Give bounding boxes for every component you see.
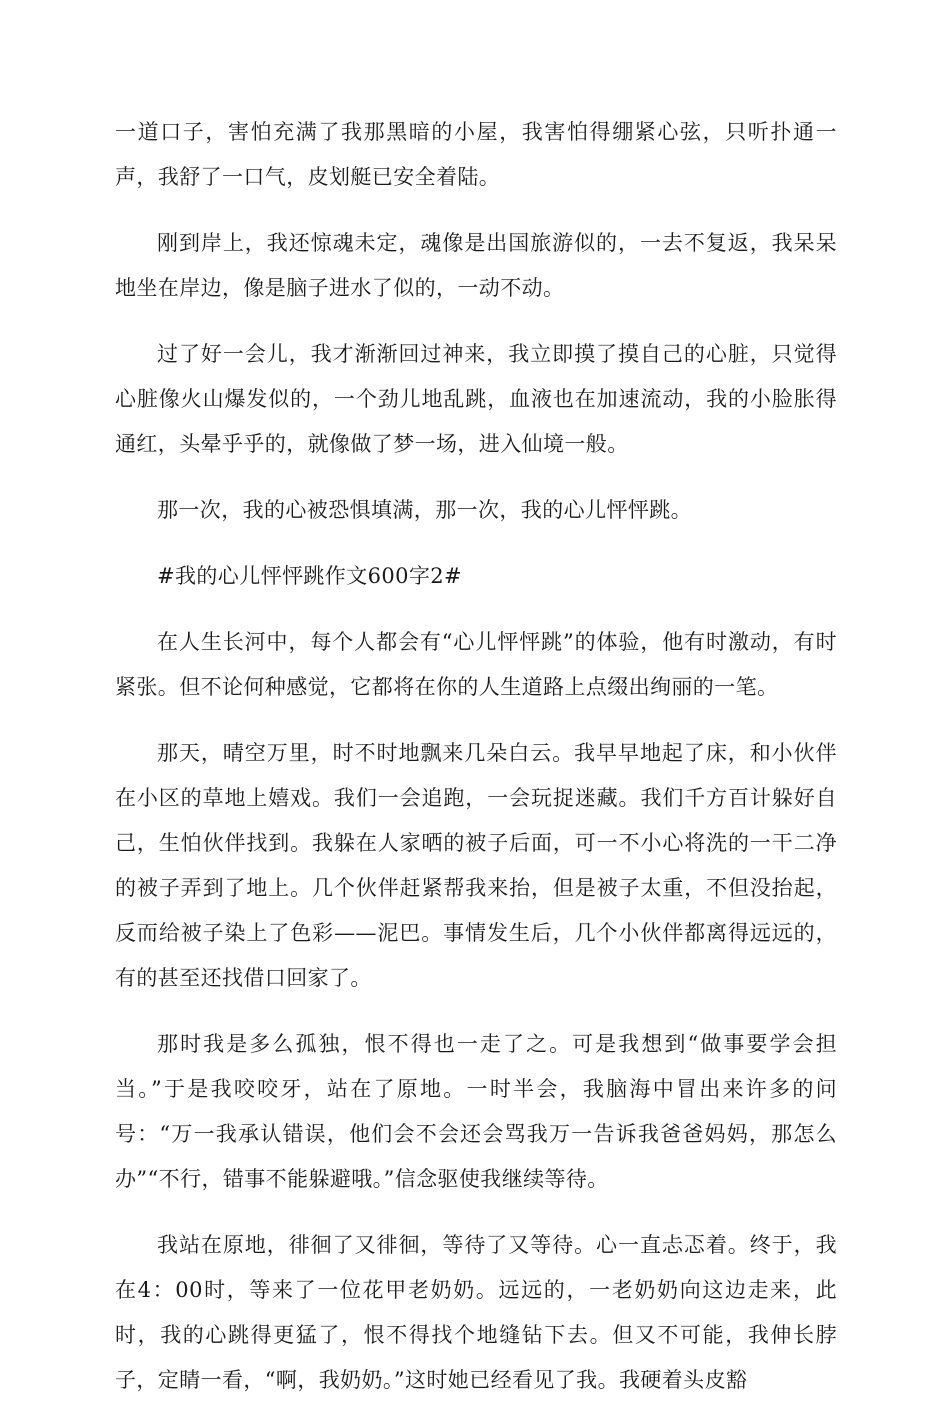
article-body — [115, 110, 837, 1424]
paragraph-continuation: 一道口子，害怕充满了我那黑暗的小屋，我害怕得绷紧心弦，只听扑通一声，我舒了一口气，皮划艇已安全着陆。 — [115, 120, 837, 189]
paragraph: 那时我是多么孤独，恨不得也一走了之。可是我想到“做事要学会担当。”于是我咬咬牙，站在了原地。一时半会，我脑海中冒出来许多的问号：“万一我承认错误，他们会不会还会骂我万一告诉我爸爸妈妈，那怎么办”“不行，错事不能躲避哦。”信念驱使我继续等待。 — [115, 1032, 837, 1191]
paragraph: 那一次，我的心被恐惧填满，那一次，我的心儿怦怦跳。 — [157, 498, 692, 522]
section-heading: #我的心儿怦怦跳作文600字2# — [157, 564, 463, 588]
paragraph: 在人生长河中，每个人都会有“心儿怦怦跳”的体验，他有时激动，有时紧张。但不论何种感觉，它都将在你的人生道路上点缀出绚丽的一笔。 — [115, 630, 837, 699]
paragraph: 过了好一会儿，我才渐渐回过神来，我立即摸了摸自己的心脏，只觉得心脏像火山爆发似的，一个劲儿地乱跳，血液也在加速流动，我的小脸胀得通红，头晕乎乎的，就像做了梦一场，进入仙境一般。 — [115, 342, 837, 456]
paragraph: 那天，晴空万里，时不时地飘来几朵白云。我早早地起了床，和小伙伴在小区的草地上嬉戏。我们一会追跑，一会玩捉迷藏。我们千方百计躲好自己，生怕伙伴找到。我躲在人家晒的被子后面，可一不小心将洗的一干二净的被子弄到了地上。几个伙伴赶紧帮我来抬，但是被子太重，不但没抬起，反而给被子染上了色彩——泥巴。事情发生后，几个小伙伴都离得远远的，有的甚至还找借口回家了。 — [115, 741, 837, 990]
paragraph: 我站在原地，徘徊了又徘徊，等待了又等待。心一直忐忑着。终于，我在4：00时，等来了一位花甲老奶奶。远远的，一老奶奶向这边走来，此时，我的心跳得更猛了，恨不得找个地缝钻下去。但又不可能，我伸长脖子，定睛一看，“啊，我奶奶。”这时她已经看见了我。我硬着头皮豁 — [115, 1233, 837, 1392]
paragraph: 刚到岸上，我还惊魂未定，魂像是出国旅游似的，一去不复返，我呆呆地坐在岸边，像是脑子进水了似的，一动不动。 — [115, 231, 837, 300]
